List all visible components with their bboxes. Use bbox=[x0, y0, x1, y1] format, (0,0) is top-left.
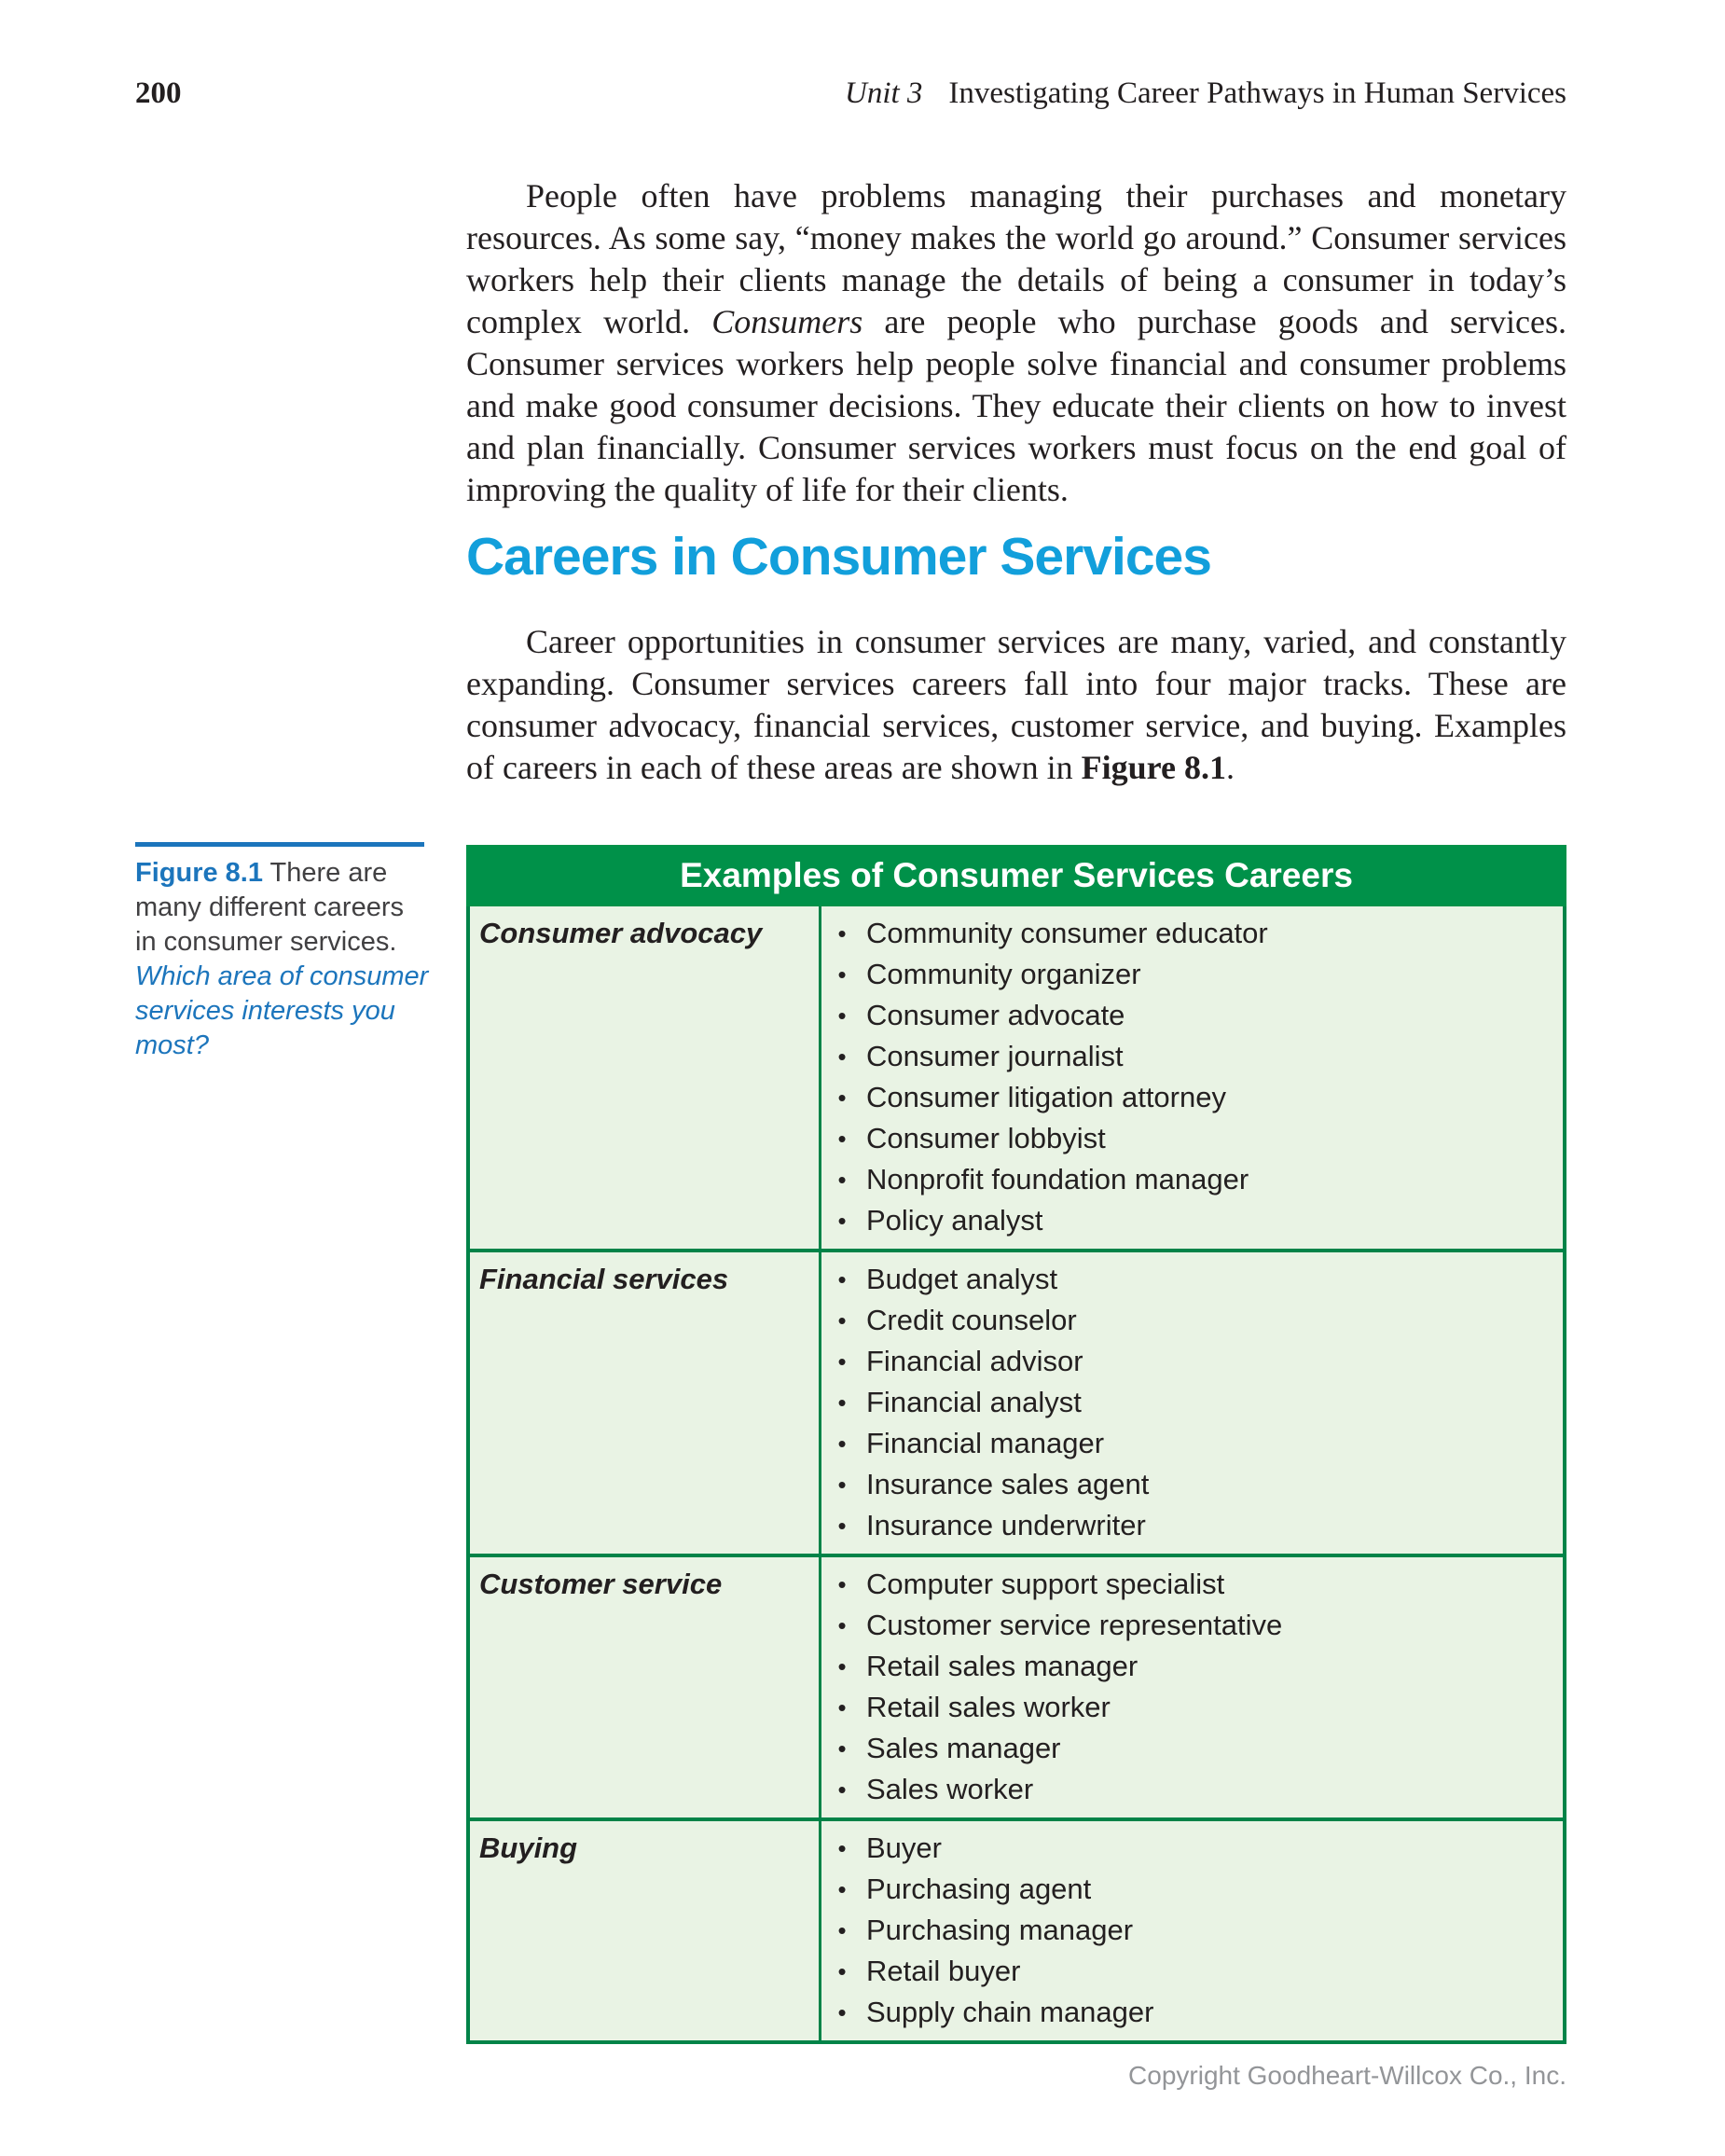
career-label: Budget analyst bbox=[866, 1263, 1058, 1295]
bullet-icon: • bbox=[837, 1207, 847, 1235]
bullet-icon: • bbox=[837, 1834, 847, 1862]
bullet-icon: • bbox=[837, 1043, 847, 1071]
career-label: Community consumer educator bbox=[866, 917, 1268, 949]
caption-question: Which area of consumer services interests you most? bbox=[135, 961, 429, 1060]
career-label: Community organizer bbox=[866, 958, 1141, 990]
bullet-icon: • bbox=[837, 1002, 847, 1030]
caption-rule bbox=[135, 842, 424, 847]
bullet-icon: • bbox=[837, 1084, 847, 1112]
bullet-icon: • bbox=[837, 1471, 847, 1499]
career-label: Retail sales manager bbox=[866, 1650, 1138, 1682]
intro-paragraph bbox=[466, 175, 1566, 511]
career-label: Retail sales worker bbox=[866, 1691, 1111, 1723]
caption-text: There are many different careers in consumer services. bbox=[135, 858, 404, 957]
bullet-icon: • bbox=[837, 919, 847, 947]
career-item bbox=[821, 954, 1563, 995]
category-cell: Financial services bbox=[470, 1252, 821, 1554]
career-item bbox=[821, 1646, 1563, 1687]
career-item bbox=[821, 1300, 1563, 1341]
career-label: Sales worker bbox=[866, 1773, 1034, 1805]
unit-label: Unit 3 bbox=[845, 76, 923, 110]
career-item bbox=[821, 1423, 1563, 1464]
bullet-icon: • bbox=[837, 1430, 847, 1458]
career-label: Retail buyer bbox=[866, 1955, 1021, 1987]
category-cell: Customer service bbox=[470, 1557, 821, 1817]
career-item bbox=[821, 1564, 1563, 1605]
career-item bbox=[821, 1992, 1563, 2033]
figure-caption bbox=[135, 842, 432, 1063]
careers-paragraph bbox=[466, 621, 1566, 789]
bullet-icon: • bbox=[837, 1611, 847, 1639]
career-label: Purchasing agent bbox=[866, 1873, 1092, 1905]
bullet-icon: • bbox=[837, 1306, 847, 1334]
table-row bbox=[470, 906, 1563, 1249]
careers-table bbox=[466, 845, 1566, 2044]
career-item bbox=[821, 1869, 1563, 1910]
career-item bbox=[821, 1464, 1563, 1505]
career-label: Insurance sales agent bbox=[866, 1468, 1150, 1500]
table-row bbox=[470, 1554, 1563, 1817]
careers-paragraph-text: Career opportunities in consumer services are many, varied, and constantly expanding. Consumer services careers fall into four major tracks. These are consumer advocacy, financial services, customer service, and buying. Examples of careers in each of these areas are shown in bbox=[466, 623, 1566, 786]
page-header bbox=[135, 76, 1566, 110]
career-label: Consumer litigation attorney bbox=[866, 1081, 1226, 1113]
career-item bbox=[821, 1118, 1563, 1159]
career-label: Policy analyst bbox=[866, 1204, 1043, 1237]
running-title bbox=[845, 76, 1566, 110]
career-label: Consumer lobbyist bbox=[866, 1122, 1106, 1154]
career-item bbox=[821, 1828, 1563, 1869]
bullet-icon: • bbox=[837, 1998, 847, 2026]
career-label: Customer service representative bbox=[866, 1609, 1283, 1641]
career-item bbox=[821, 995, 1563, 1036]
career-item bbox=[821, 1341, 1563, 1382]
table-row bbox=[470, 1249, 1563, 1554]
bullet-icon: • bbox=[837, 1348, 847, 1375]
career-item bbox=[821, 1769, 1563, 1810]
bullet-icon: • bbox=[837, 1693, 847, 1721]
bullet-icon: • bbox=[837, 1125, 847, 1153]
career-item bbox=[821, 1505, 1563, 1546]
careers-list bbox=[821, 1557, 1563, 1817]
career-label: Sales manager bbox=[866, 1732, 1061, 1764]
careers-table-body bbox=[466, 906, 1566, 2044]
career-label: Insurance underwriter bbox=[866, 1509, 1146, 1541]
bullet-icon: • bbox=[837, 1652, 847, 1680]
category-cell: Buying bbox=[470, 1821, 821, 2040]
career-item bbox=[821, 913, 1563, 954]
bullet-icon: • bbox=[837, 1916, 847, 1944]
career-item bbox=[821, 1077, 1563, 1118]
table-title: Examples of Consumer Services Careers bbox=[466, 845, 1566, 906]
careers-list bbox=[821, 906, 1563, 1249]
career-label: Nonprofit foundation manager bbox=[866, 1163, 1249, 1195]
intro-paragraph-text-cont: are people who purchase goods and services. Consumer services workers help people solve financial and consumer problems and make good consumer decisions. They educate their clients on how to invest and plan financially. Consumer services workers must focus on the end goal of improving the quality of life for their clients. bbox=[466, 303, 1566, 508]
career-label: Credit counselor bbox=[866, 1304, 1077, 1336]
career-item bbox=[821, 1605, 1563, 1646]
career-label: Financial advisor bbox=[866, 1345, 1083, 1377]
career-item bbox=[821, 1382, 1563, 1423]
figure-label: Figure 8.1 bbox=[135, 858, 263, 888]
table-row bbox=[470, 1817, 1563, 2040]
copyright-notice: Copyright Goodheart-Willcox Co., Inc. bbox=[1128, 2061, 1566, 2090]
career-label: Purchasing manager bbox=[866, 1914, 1134, 1946]
bullet-icon: • bbox=[837, 1734, 847, 1762]
career-label: Supply chain manager bbox=[866, 1996, 1154, 2028]
career-item bbox=[821, 1036, 1563, 1077]
career-label: Buyer bbox=[866, 1831, 942, 1864]
unit-title: Investigating Career Pathways in Human Services bbox=[948, 76, 1566, 110]
careers-list bbox=[821, 1821, 1563, 2040]
career-label: Financial analyst bbox=[866, 1386, 1082, 1418]
category-cell: Consumer advocacy bbox=[470, 906, 821, 1249]
bullet-icon: • bbox=[837, 1875, 847, 1903]
career-item bbox=[821, 1687, 1563, 1728]
career-item bbox=[821, 1200, 1563, 1241]
career-label: Consumer advocate bbox=[866, 999, 1125, 1031]
intro-paragraph-text: People often have problems managing their purchases and monetary resources. As some say, “money makes the world go around.” Consumer services workers help their clients manage the details of being a consumer in today’s complex world. bbox=[466, 177, 1566, 340]
bullet-icon: • bbox=[837, 1265, 847, 1293]
consumers-term: Consumers bbox=[711, 303, 863, 340]
careers-paragraph-end: . bbox=[1226, 749, 1235, 786]
career-item bbox=[821, 1951, 1563, 1992]
career-label: Computer support specialist bbox=[866, 1568, 1225, 1600]
careers-list bbox=[821, 1252, 1563, 1554]
bullet-icon: • bbox=[837, 1570, 847, 1598]
bullet-icon: • bbox=[837, 1389, 847, 1417]
career-item bbox=[821, 1159, 1563, 1200]
bullet-icon: • bbox=[837, 1512, 847, 1540]
career-item bbox=[821, 1259, 1563, 1300]
bullet-icon: • bbox=[837, 1166, 847, 1194]
career-label: Financial manager bbox=[866, 1427, 1105, 1459]
bullet-icon: • bbox=[837, 1957, 847, 1985]
bullet-icon: • bbox=[837, 961, 847, 988]
page-number: 200 bbox=[135, 76, 182, 110]
section-heading: Careers in Consumer Services bbox=[466, 527, 1211, 587]
career-label: Consumer journalist bbox=[866, 1040, 1124, 1072]
bullet-icon: • bbox=[837, 1776, 847, 1804]
career-item bbox=[821, 1728, 1563, 1769]
figure-reference: Figure 8.1 bbox=[1081, 749, 1226, 786]
career-item bbox=[821, 1910, 1563, 1951]
